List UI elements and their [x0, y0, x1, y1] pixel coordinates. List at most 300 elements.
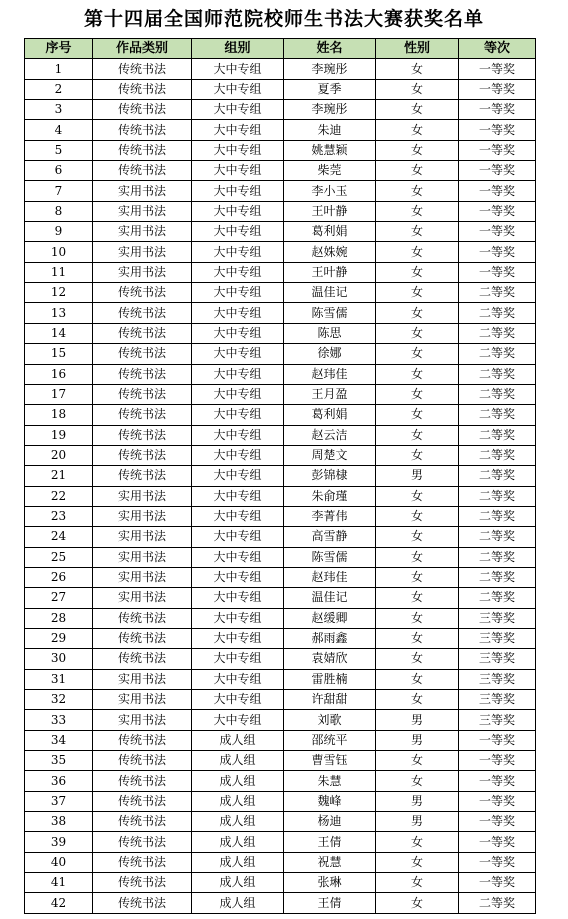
- table-row: [25, 608, 536, 628]
- cell-name: 刘歌: [284, 710, 376, 730]
- cell-work-category: 传统书法: [93, 344, 192, 364]
- cell-gender: 女: [376, 608, 459, 628]
- cell-serial-number: 41: [25, 873, 93, 893]
- cell-serial-number: 32: [25, 690, 93, 710]
- cell-gender: 女: [376, 100, 459, 120]
- cell-serial-number: 17: [25, 384, 93, 404]
- cell-group: 大中专组: [192, 690, 284, 710]
- cell-award-level: 二等奖: [459, 344, 536, 364]
- cell-name: 赵玮佳: [284, 567, 376, 587]
- cell-serial-number: 16: [25, 364, 93, 384]
- cell-group: 大中专组: [192, 608, 284, 628]
- table-row: [25, 506, 536, 526]
- table-row: [25, 690, 536, 710]
- cell-name: 邵统平: [284, 730, 376, 750]
- header-award-level: 等次: [459, 39, 536, 59]
- cell-group: 大中专组: [192, 547, 284, 567]
- cell-work-category: 传统书法: [93, 751, 192, 771]
- table-row: [25, 100, 536, 120]
- cell-name: 李琬彤: [284, 100, 376, 120]
- cell-serial-number: 22: [25, 486, 93, 506]
- cell-gender: 女: [376, 649, 459, 669]
- cell-name: 李菁伟: [284, 506, 376, 526]
- cell-award-level: 一等奖: [459, 242, 536, 262]
- cell-award-level: 二等奖: [459, 405, 536, 425]
- cell-name: 陈雪儒: [284, 303, 376, 323]
- cell-serial-number: 24: [25, 527, 93, 547]
- table-row: [25, 242, 536, 262]
- cell-serial-number: 10: [25, 242, 93, 262]
- table-row: [25, 669, 536, 689]
- cell-work-category: 实用书法: [93, 262, 192, 282]
- cell-serial-number: 34: [25, 730, 93, 750]
- cell-group: 大中专组: [192, 79, 284, 99]
- cell-name: 王倩: [284, 832, 376, 852]
- cell-name: 柴莞: [284, 161, 376, 181]
- cell-group: 成人组: [192, 893, 284, 913]
- cell-award-level: 一等奖: [459, 873, 536, 893]
- cell-name: 曹雪钰: [284, 751, 376, 771]
- cell-name: 葛利娟: [284, 405, 376, 425]
- cell-group: 大中专组: [192, 120, 284, 140]
- cell-gender: 女: [376, 893, 459, 913]
- cell-name: 王月盈: [284, 384, 376, 404]
- cell-group: 大中专组: [192, 506, 284, 526]
- cell-gender: 女: [376, 181, 459, 201]
- cell-serial-number: 3: [25, 100, 93, 120]
- cell-name: 雷胜楠: [284, 669, 376, 689]
- table-row: [25, 201, 536, 221]
- award-list-table: [24, 38, 536, 914]
- cell-gender: 女: [376, 222, 459, 242]
- cell-gender: 女: [376, 690, 459, 710]
- cell-group: 成人组: [192, 751, 284, 771]
- cell-award-level: 二等奖: [459, 893, 536, 913]
- cell-serial-number: 5: [25, 140, 93, 160]
- cell-work-category: 传统书法: [93, 140, 192, 160]
- cell-group: 成人组: [192, 791, 284, 811]
- cell-work-category: 实用书法: [93, 567, 192, 587]
- table-row: [25, 486, 536, 506]
- cell-work-category: 传统书法: [93, 364, 192, 384]
- table-row: [25, 466, 536, 486]
- cell-award-level: 二等奖: [459, 283, 536, 303]
- header-name: 姓名: [284, 39, 376, 59]
- header-gender: 性别: [376, 39, 459, 59]
- cell-gender: 女: [376, 323, 459, 343]
- cell-group: 大中专组: [192, 405, 284, 425]
- cell-gender: 女: [376, 628, 459, 648]
- cell-gender: 男: [376, 730, 459, 750]
- cell-serial-number: 26: [25, 567, 93, 587]
- table-row: [25, 344, 536, 364]
- cell-name: 朱慧: [284, 771, 376, 791]
- cell-award-level: 一等奖: [459, 181, 536, 201]
- table-row: [25, 59, 536, 79]
- cell-group: 大中专组: [192, 140, 284, 160]
- cell-work-category: 传统书法: [93, 100, 192, 120]
- cell-serial-number: 23: [25, 506, 93, 526]
- table-row: [25, 873, 536, 893]
- cell-work-category: 实用书法: [93, 690, 192, 710]
- cell-work-category: 传统书法: [93, 323, 192, 343]
- cell-award-level: 二等奖: [459, 384, 536, 404]
- cell-name: 李小玉: [284, 181, 376, 201]
- cell-work-category: 实用书法: [93, 242, 192, 262]
- cell-group: 成人组: [192, 832, 284, 852]
- table-row: [25, 567, 536, 587]
- cell-group: 大中专组: [192, 486, 284, 506]
- table-row: [25, 771, 536, 791]
- cell-name: 夏季: [284, 79, 376, 99]
- cell-name: 魏峰: [284, 791, 376, 811]
- cell-group: 成人组: [192, 873, 284, 893]
- cell-name: 朱俞瑾: [284, 486, 376, 506]
- cell-name: 赵姝婉: [284, 242, 376, 262]
- cell-serial-number: 11: [25, 262, 93, 282]
- cell-gender: 女: [376, 852, 459, 872]
- cell-gender: 女: [376, 384, 459, 404]
- cell-group: 大中专组: [192, 364, 284, 384]
- cell-name: 葛利娟: [284, 222, 376, 242]
- cell-award-level: 一等奖: [459, 812, 536, 832]
- cell-group: 大中专组: [192, 161, 284, 181]
- cell-gender: 女: [376, 161, 459, 181]
- cell-name: 姚慧颖: [284, 140, 376, 160]
- cell-group: 大中专组: [192, 100, 284, 120]
- cell-serial-number: 2: [25, 79, 93, 99]
- cell-gender: 女: [376, 751, 459, 771]
- cell-serial-number: 8: [25, 201, 93, 221]
- cell-serial-number: 15: [25, 344, 93, 364]
- cell-serial-number: 35: [25, 751, 93, 771]
- cell-group: 大中专组: [192, 567, 284, 587]
- cell-gender: 女: [376, 873, 459, 893]
- cell-award-level: 二等奖: [459, 567, 536, 587]
- cell-award-level: 二等奖: [459, 527, 536, 547]
- cell-group: 大中专组: [192, 527, 284, 547]
- cell-work-category: 传统书法: [93, 893, 192, 913]
- cell-group: 大中专组: [192, 222, 284, 242]
- cell-work-category: 实用书法: [93, 201, 192, 221]
- cell-award-level: 一等奖: [459, 751, 536, 771]
- table-row: [25, 791, 536, 811]
- cell-name: 赵云洁: [284, 425, 376, 445]
- cell-name: 袁婧欣: [284, 649, 376, 669]
- cell-name: 许甜甜: [284, 690, 376, 710]
- cell-group: 大中专组: [192, 303, 284, 323]
- cell-serial-number: 13: [25, 303, 93, 323]
- cell-group: 成人组: [192, 812, 284, 832]
- cell-work-category: 传统书法: [93, 852, 192, 872]
- cell-work-category: 传统书法: [93, 466, 192, 486]
- cell-serial-number: 38: [25, 812, 93, 832]
- cell-award-level: 一等奖: [459, 100, 536, 120]
- cell-gender: 男: [376, 466, 459, 486]
- cell-award-level: 三等奖: [459, 628, 536, 648]
- cell-award-level: 一等奖: [459, 730, 536, 750]
- cell-serial-number: 27: [25, 588, 93, 608]
- cell-name: 陈雪儒: [284, 547, 376, 567]
- table-row: [25, 79, 536, 99]
- cell-work-category: 实用书法: [93, 527, 192, 547]
- table-row: [25, 262, 536, 282]
- cell-name: 彭锦棣: [284, 466, 376, 486]
- cell-award-level: 一等奖: [459, 222, 536, 242]
- cell-name: 赵缓卿: [284, 608, 376, 628]
- cell-group: 大中专组: [192, 466, 284, 486]
- cell-name: 郝雨鑫: [284, 628, 376, 648]
- cell-award-level: 二等奖: [459, 506, 536, 526]
- table-row: [25, 730, 536, 750]
- cell-award-level: 一等奖: [459, 832, 536, 852]
- cell-work-category: 实用书法: [93, 588, 192, 608]
- cell-gender: 男: [376, 710, 459, 730]
- cell-award-level: 三等奖: [459, 608, 536, 628]
- cell-award-level: 三等奖: [459, 649, 536, 669]
- table-row: [25, 140, 536, 160]
- table-row: [25, 588, 536, 608]
- cell-gender: 女: [376, 445, 459, 465]
- cell-group: 大中专组: [192, 588, 284, 608]
- table-row: [25, 303, 536, 323]
- cell-award-level: 一等奖: [459, 161, 536, 181]
- cell-group: 大中专组: [192, 242, 284, 262]
- cell-award-level: 三等奖: [459, 669, 536, 689]
- cell-award-level: 二等奖: [459, 364, 536, 384]
- cell-award-level: 一等奖: [459, 140, 536, 160]
- cell-gender: 女: [376, 506, 459, 526]
- table-header-row: [25, 39, 536, 59]
- table-row: [25, 222, 536, 242]
- cell-serial-number: 31: [25, 669, 93, 689]
- cell-serial-number: 36: [25, 771, 93, 791]
- cell-group: 大中专组: [192, 344, 284, 364]
- cell-serial-number: 6: [25, 161, 93, 181]
- cell-work-category: 实用书法: [93, 486, 192, 506]
- cell-gender: 女: [376, 59, 459, 79]
- cell-name: 王叶静: [284, 262, 376, 282]
- table-row: [25, 527, 536, 547]
- cell-award-level: 一等奖: [459, 852, 536, 872]
- table-row: [25, 283, 536, 303]
- cell-award-level: 二等奖: [459, 486, 536, 506]
- cell-group: 成人组: [192, 771, 284, 791]
- cell-name: 徐娜: [284, 344, 376, 364]
- cell-group: 大中专组: [192, 283, 284, 303]
- cell-name: 陈思: [284, 323, 376, 343]
- cell-work-category: 传统书法: [93, 730, 192, 750]
- cell-serial-number: 25: [25, 547, 93, 567]
- cell-gender: 女: [376, 527, 459, 547]
- table-row: [25, 832, 536, 852]
- cell-serial-number: 4: [25, 120, 93, 140]
- cell-award-level: 三等奖: [459, 710, 536, 730]
- cell-group: 大中专组: [192, 323, 284, 343]
- cell-gender: 女: [376, 262, 459, 282]
- cell-work-category: 传统书法: [93, 120, 192, 140]
- cell-award-level: 二等奖: [459, 445, 536, 465]
- cell-work-category: 传统书法: [93, 791, 192, 811]
- table-row: [25, 852, 536, 872]
- table-row: [25, 364, 536, 384]
- cell-name: 杨迪: [284, 812, 376, 832]
- cell-work-category: 传统书法: [93, 161, 192, 181]
- cell-name: 温佳记: [284, 588, 376, 608]
- cell-name: 张琳: [284, 873, 376, 893]
- cell-group: 大中专组: [192, 384, 284, 404]
- cell-name: 赵玮佳: [284, 364, 376, 384]
- cell-gender: 女: [376, 547, 459, 567]
- table-row: [25, 710, 536, 730]
- cell-award-level: 二等奖: [459, 588, 536, 608]
- table-row: [25, 893, 536, 913]
- cell-award-level: 一等奖: [459, 201, 536, 221]
- cell-award-level: 三等奖: [459, 690, 536, 710]
- cell-serial-number: 20: [25, 445, 93, 465]
- cell-work-category: 实用书法: [93, 506, 192, 526]
- cell-gender: 女: [376, 567, 459, 587]
- cell-name: 祝慧: [284, 852, 376, 872]
- cell-group: 大中专组: [192, 181, 284, 201]
- cell-award-level: 一等奖: [459, 791, 536, 811]
- document-title: 第十四届全国师范院校师生书法大赛获奖名单: [83, 8, 484, 30]
- cell-group: 大中专组: [192, 262, 284, 282]
- cell-name: 王叶静: [284, 201, 376, 221]
- cell-group: 大中专组: [192, 669, 284, 689]
- table-row: [25, 751, 536, 771]
- cell-work-category: 实用书法: [93, 181, 192, 201]
- cell-serial-number: 28: [25, 608, 93, 628]
- cell-award-level: 一等奖: [459, 771, 536, 791]
- cell-award-level: 二等奖: [459, 303, 536, 323]
- cell-work-category: 传统书法: [93, 445, 192, 465]
- cell-gender: 男: [376, 812, 459, 832]
- cell-work-category: 实用书法: [93, 547, 192, 567]
- cell-serial-number: 42: [25, 893, 93, 913]
- cell-gender: 女: [376, 344, 459, 364]
- table-row: [25, 445, 536, 465]
- cell-group: 成人组: [192, 730, 284, 750]
- cell-group: 大中专组: [192, 59, 284, 79]
- cell-work-category: 传统书法: [93, 628, 192, 648]
- cell-gender: 女: [376, 79, 459, 99]
- cell-serial-number: 30: [25, 649, 93, 669]
- cell-gender: 女: [376, 771, 459, 791]
- cell-award-level: 一等奖: [459, 120, 536, 140]
- cell-group: 大中专组: [192, 710, 284, 730]
- cell-name: 李琬彤: [284, 59, 376, 79]
- header-work-category: 作品类别: [93, 39, 192, 59]
- cell-gender: 女: [376, 303, 459, 323]
- cell-award-level: 一等奖: [459, 79, 536, 99]
- cell-work-category: 传统书法: [93, 59, 192, 79]
- cell-name: 温佳记: [284, 283, 376, 303]
- cell-work-category: 传统书法: [93, 608, 192, 628]
- cell-serial-number: 21: [25, 466, 93, 486]
- cell-gender: 女: [376, 364, 459, 384]
- cell-serial-number: 9: [25, 222, 93, 242]
- cell-award-level: 一等奖: [459, 262, 536, 282]
- table-row: [25, 628, 536, 648]
- cell-serial-number: 1: [25, 59, 93, 79]
- table-row: [25, 649, 536, 669]
- cell-serial-number: 18: [25, 405, 93, 425]
- cell-work-category: 传统书法: [93, 425, 192, 445]
- cell-gender: 女: [376, 832, 459, 852]
- cell-serial-number: 14: [25, 323, 93, 343]
- cell-work-category: 传统书法: [93, 79, 192, 99]
- cell-serial-number: 7: [25, 181, 93, 201]
- cell-work-category: 传统书法: [93, 405, 192, 425]
- table-row: [25, 161, 536, 181]
- cell-gender: 女: [376, 425, 459, 445]
- cell-award-level: 二等奖: [459, 425, 536, 445]
- cell-gender: 女: [376, 588, 459, 608]
- cell-serial-number: 29: [25, 628, 93, 648]
- table-row: [25, 547, 536, 567]
- cell-work-category: 实用书法: [93, 669, 192, 689]
- table-row: [25, 323, 536, 343]
- cell-work-category: 传统书法: [93, 812, 192, 832]
- cell-gender: 女: [376, 140, 459, 160]
- cell-group: 大中专组: [192, 649, 284, 669]
- cell-name: 周楚文: [284, 445, 376, 465]
- cell-gender: 男: [376, 791, 459, 811]
- cell-work-category: 实用书法: [93, 222, 192, 242]
- cell-group: 大中专组: [192, 425, 284, 445]
- cell-gender: 女: [376, 242, 459, 262]
- cell-serial-number: 39: [25, 832, 93, 852]
- cell-work-category: 传统书法: [93, 771, 192, 791]
- cell-work-category: 实用书法: [93, 710, 192, 730]
- cell-group: 大中专组: [192, 201, 284, 221]
- cell-group: 大中专组: [192, 628, 284, 648]
- cell-name: 高雪静: [284, 527, 376, 547]
- cell-work-category: 传统书法: [93, 832, 192, 852]
- cell-gender: 女: [376, 201, 459, 221]
- cell-work-category: 传统书法: [93, 384, 192, 404]
- cell-gender: 女: [376, 120, 459, 140]
- cell-award-level: 二等奖: [459, 547, 536, 567]
- cell-gender: 女: [376, 405, 459, 425]
- cell-award-level: 一等奖: [459, 59, 536, 79]
- cell-gender: 女: [376, 283, 459, 303]
- cell-name: 朱迪: [284, 120, 376, 140]
- table-body: [25, 59, 536, 913]
- cell-serial-number: 33: [25, 710, 93, 730]
- cell-serial-number: 12: [25, 283, 93, 303]
- cell-serial-number: 19: [25, 425, 93, 445]
- cell-work-category: 传统书法: [93, 283, 192, 303]
- cell-group: 大中专组: [192, 445, 284, 465]
- table-row: [25, 120, 536, 140]
- cell-award-level: 二等奖: [459, 323, 536, 343]
- cell-award-level: 二等奖: [459, 466, 536, 486]
- cell-work-category: 传统书法: [93, 873, 192, 893]
- cell-gender: 女: [376, 486, 459, 506]
- table-row: [25, 812, 536, 832]
- cell-serial-number: 40: [25, 852, 93, 872]
- cell-work-category: 传统书法: [93, 649, 192, 669]
- cell-serial-number: 37: [25, 791, 93, 811]
- header-group: 组别: [192, 39, 284, 59]
- cell-name: 王倩: [284, 893, 376, 913]
- header-serial-number: 序号: [25, 39, 93, 59]
- table-row: [25, 425, 536, 445]
- table-row: [25, 405, 536, 425]
- table-row: [25, 181, 536, 201]
